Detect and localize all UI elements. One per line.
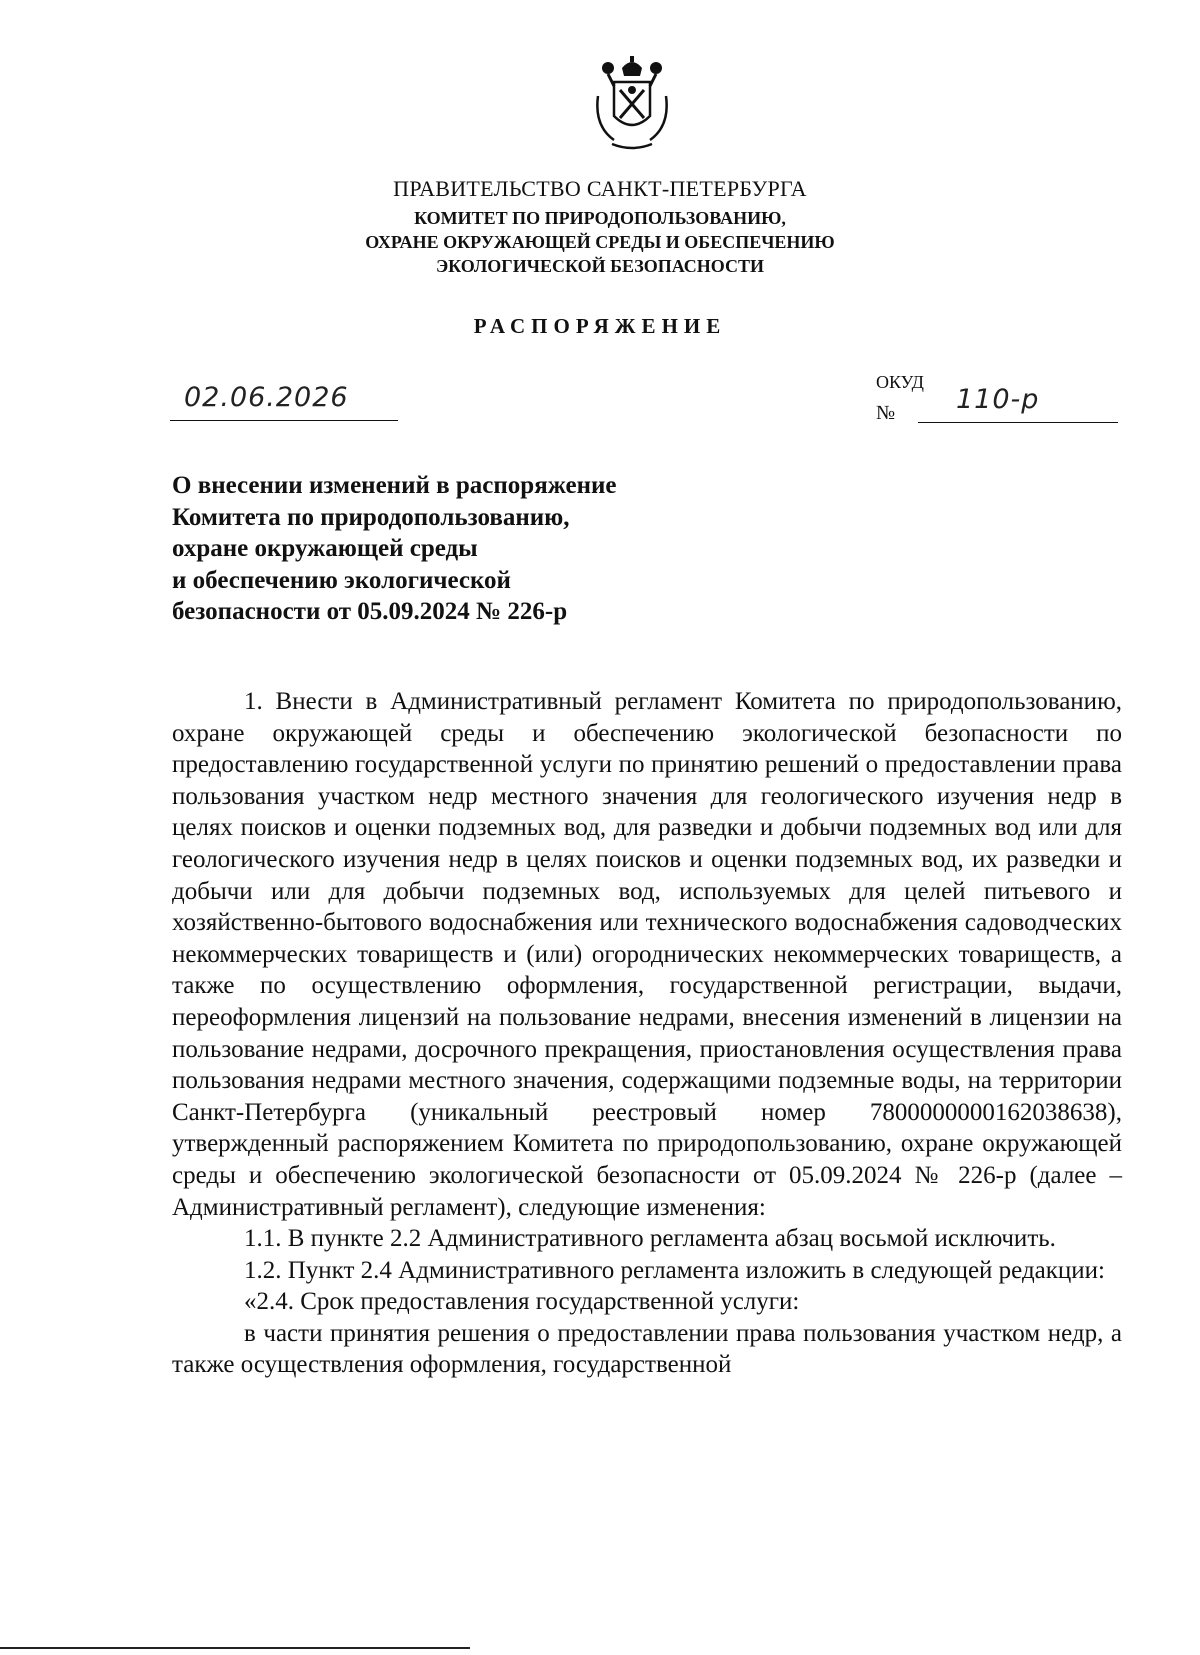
- body-paragraph: в части принятия решения о предоставлении права пользования участком недр, а также осуществления оформления, государственной: [172, 1319, 1122, 1379]
- title-line: охране окружающей среды: [172, 535, 478, 562]
- body-paragraph: 1. Внести в Административный регламент Комитета по природопользованию, охране окружающей среды и обеспечению экологической безопасности по предоставлению государственной услуги по принятию решений о предоставлении права пользования участком недр местного значения для геологического изучения недр в целях поисков и оценки подземных вод, для разведки и добычи подземных вод или для геологического изучения недр в целях поисков и оценки подземных вод, их разведки и добычи или для добычи подземных вод, используемых для целей питьевого и хозяйственно-бытового водоснабжения или технического водоснабжения садоводческих некоммерческих товариществ и (или) огороднических некоммерческих товариществ, а также по осуществлению оформления, государственной регистрации, выдачи, переоформления лицензий на пользование недрами, внесения изменений в лицензии на пользование недрами, досрочного прекращения, приостановления осуществления права пользования недрами местного значения, содержащими подземные воды, на территории Санкт-Петербурга (уникальный реестровый номер 7800000000162038638), утвержденный распоряжением Комитета по природопользованию, охране окружающей среды и обеспечению экологической безопасности от 05.09.2024 № 226-р (далее – Административный регламент), следующие изменения:: [172, 688, 1122, 1221]
- st-petersburg-coat-of-arms-icon: [584, 56, 680, 156]
- number-field: [918, 384, 1118, 423]
- body-paragraph: «2.4. Срок предоставления государственной услуги:: [244, 1288, 800, 1316]
- document-type: РАСПОРЯЖЕНИЕ: [473, 314, 727, 338]
- committee-line: ЭКОЛОГИЧЕСКОЙ БЕЗОПАСНОСТИ: [435, 256, 765, 276]
- scan-edge-line: [0, 1647, 470, 1649]
- handwritten-date: 02.06.2026: [184, 382, 349, 413]
- committee-line: ОХРАНЕ ОКРУЖАЮЩЕЙ СРЕДЫ И ОБЕСПЕЧЕНИЮ: [365, 232, 835, 252]
- document-title: [172, 470, 732, 628]
- title-line: О внесении изменений в распоряжение: [172, 472, 617, 499]
- committee-name: [0, 206, 1200, 278]
- body-paragraph: 1.2. Пункт 2.4 Административного регламента изложить в следующей редакции:: [244, 1256, 1105, 1284]
- handwritten-number: 110-р: [956, 384, 1040, 415]
- title-line: Комитета по природопользованию,: [172, 503, 570, 531]
- document-body: [172, 686, 1122, 1381]
- committee-line: КОМИТЕТ ПО ПРИРОДОПОЛЬЗОВАНИЮ,: [414, 208, 786, 228]
- body-paragraph: 1.1. В пункте 2.2 Административного регламента абзац восьмой исключить.: [244, 1225, 1056, 1253]
- title-line: безопасности от 05.09.2024 № 226-р: [172, 598, 568, 625]
- number-sign: №: [876, 402, 896, 424]
- date-field: [170, 380, 398, 421]
- okud-label: ОКУД: [876, 372, 924, 392]
- government-name: ПРАВИТЕЛЬСТВО САНКТ-ПЕТЕРБУРГА: [393, 176, 807, 201]
- title-line: и обеспечению экологической: [172, 566, 511, 594]
